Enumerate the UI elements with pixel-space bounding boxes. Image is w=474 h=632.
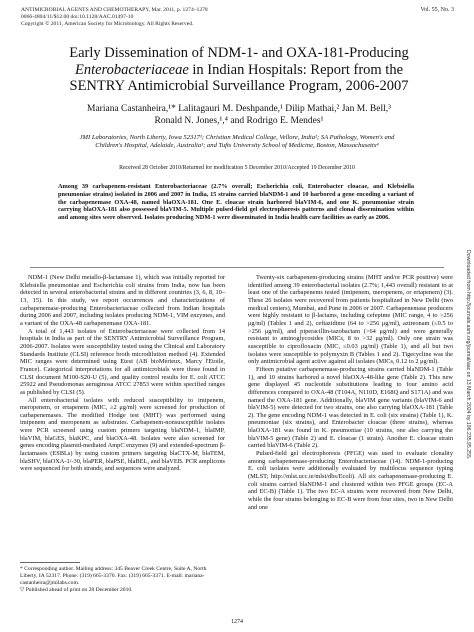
body-paragraph: All enterobacterial isolates with reduced susceptibility to imipenem, meropenem, or ertapenem (MIC, ≥2 μg/ml) were screened for production of carbapenemases. The modified Hodge test (MHT) was performed using imipenem and meropenem as substrates. Carbapenem-nonsusceptible isolates were PCR screened using custom primers targeting blaNDM-1, blaIMP, blaVIM, blaGES, blaKPC, and blaOXA-48. Isolates were also screened for genes encoding plasmid-mediated AmpC enzymes (9) and extended-spectrum β-lactamases (ESBLs) by using custom primers targeting blaCTX-M, blaTEM, blaSHV, blaOXA-1/-30, blaPER, blaPSE, blaBEL, and blaVEB. PCR amplicons were sequenced for both strands, and sequences were analyzed.	[20, 396, 225, 473]
affiliations	[30, 134, 444, 150]
page-number: 1274	[231, 619, 243, 625]
copyright-line: Copyright © 2011, American Society for Microbiology. All Rights Reserved.	[21, 21, 194, 27]
article-title	[40, 45, 438, 95]
volume-label: Vol. 55, No. 3	[420, 7, 454, 13]
body-paragraph: Twenty-six carbapenem-producing strains (MHT and/or PCR positive) were identified among 39 enterobacterial isolates (2.7%; 1,443 overall) resistant to at least one of the carbapenems tested (imipenem, meropenem, or ertapenem) (3). These 26 isolates were recovered from patients hospitalized in New Delhi (two medical centers), Mumbai, and Pune in 2006 or 2007. Carbapenemase producers were highly resistant to β-lactams, including cefepime (MIC range, 4 to >256 μg/ml) (Tables 1 and 2), ceftazidime (64 to >256 μg/ml), aztreonam (≤0.5 to >256 μg/ml), and piperacillin-tazobactam (>64 μg/ml) and were generally resistant to aminoglycosides (MICs, 8 to >32 μg/ml). Only one strain was susceptible to ciprofloxacin (MIC, ≤0.03 μg/ml) (Table 1), and all but two isolates were susceptible to polymyxin B (Tables 1 and 2). Tigecycline was the only antimicrobial agent active against all isolates (MICs, 0.12 to 2 μg/ml).	[248, 274, 453, 366]
title-line-1: Early Dissemination of NDM-1- and OXA-181-Producing	[69, 45, 409, 61]
right-column	[248, 274, 453, 511]
download-watermark	[464, 250, 472, 610]
body-paragraph: A total of 1,443 isolates of Enterobacteriaceae were collected from 14 hospitals in India as part of the SENTRY Antimicrobial Surveillance Program, 2006-2007. Isolates were susceptibility tested using the Clinical and Laboratory Standards Institute (CLSI) reference broth microdilution method (4). Extended MIC ranges were determined using Etest (AB bioMérieux, Marcy l'Etoile, France). Categorical interpretations for all antimicrobials were those found in CLSI document M100-S20-U (5), and quality control results for E. coli ATCC 25922 and Pseudomonas aeruginosa ATCC 27853 were within specified ranges as published by CLSI (5).	[20, 327, 225, 396]
authors-line-2: Ronald N. Jones,¹,⁴ and Rodrigo E. Mendes¹	[154, 115, 324, 126]
title-line-2	[40, 62, 438, 79]
body-paragraph: NDM-1 (New Delhi metallo-β-lactamase 1), which was initially reported for Klebsiella pneumoniae and Escherichia coli strains from India, now has been detected in several enterobacterial strains and in different countries (3, 6, 8, 10–13, 15). In this study, we report occurrences and characterizations of carbapenemase-producing Enterobacteriaceae collected from Indian hospitals during 2006 and 2007, including isolates producing NDM-1, VIM enzymes, and a variant of the OXA-48 carbapenemase OXA-181.	[20, 274, 225, 327]
body-paragraph: Fifteen putative carbapenemase-producing strains carried blaNDM-1 (Table 1), and 10 strains harbored a novel blaOXA-48-like gene (Table 2). This new gene displayed 45 nucleotide substitutions leading to four amino acid differences compared to OXA-48 (T104A, N110D, E168Q and S171A) and was named the OXA-181 gene. Additionally, blaVIM gene variants (blaVIM-6 and blaVIM-5) were detected for two strains, one also carrying blaOXA-181 (Table 2). The gene encoding NDM-1 was detected in E. coli (six strains) (Table 1), K. pneumoniae (six strains), and Enterobacter cloacae (three strains), whereas blaOXA-181 was found in K. pneumoniae (10 strains, one also carrying the blaVIM-5 gene) (Table 2) and E. cloacae (1 strain). Another E. cloacae strain carried blaVIM-6 (Table 2).	[248, 365, 453, 450]
issn-line: 0066-4804/11/$12.00 doi:10.1128/AAC.01497-10	[21, 14, 134, 20]
journal-line: ANTIMICROBIAL AGENTS AND CHEMOTHERAPY, Mar. 2011, p. 1274–1278	[21, 7, 208, 13]
authors-line-1: Mariana Castanheira,¹* Lalitagauri M. Deshpande,¹ Dilip Mathai,² Jan M. Bell,³	[87, 104, 391, 114]
footnotes	[20, 566, 225, 594]
abstract-divider	[30, 267, 444, 268]
title-line-3: SENTRY Antimicrobial Surveillance Program, 2006-2007	[69, 78, 409, 94]
title-italic-term: Enterobacteriaceae	[74, 61, 189, 78]
affiliation-line-2: Children's Hospital, Adelaide, Australia³; and Tufts University School of Medicine, Boston, Massachusetts⁴	[95, 142, 379, 149]
publication-note: ▽ Published ahead of print on 28 December 2010.	[20, 587, 133, 593]
affiliation-line-1: JMI Laboratories, North Liberty, Iowa 52317¹; Christian Medical College, Vellore, India²; SA Pathology, Women's and	[79, 134, 395, 141]
body-paragraph: Pulsed-field gel electrophoresis (PFGE) was used to evaluate clonality among carbapenemase-producing Enterobacteriaceae (14). NDM-1-producing E. coli isolates were additionally evaluated by multilocus sequence typing (MLST; http://mlst.ucc.ie/mlst/dbs/Ecoli). All six carbapenemase-producing E. coli strains carried blaNDM-1 and clustered within two PFGE groups (EC-A and EC-B) (Table 1). The two EC-A strains were recovered from New Delhi, while the four strains belonging to EC-B were from four sites, two in New Delhi and one	[248, 450, 453, 511]
received-dates: Received 28 October 2010/Returned for modification 5 December 2010/Accepted 19 December 2010	[119, 165, 355, 171]
journal-header	[21, 7, 208, 28]
author-list	[40, 104, 438, 127]
download-watermark-text: Downloaded from http://journals.asm.org/journal/aac on 13 March 2024 by 196.235.95.255.	[465, 250, 471, 460]
abstract: Among 39 carbapenem-resistant Enterobacteriaceae (2.7% overall; Escherichia coli, Enterobacter cloacae, and Klebsiella pneumoniae strains) isolated in 2006 and 2007 in India, 15 strains carried blaNDM-1 and 10 harbored a gene encoding a variant of the carbapenemase OXA-48, named blaOXA-181. One E. cloacae strain harbored blaVIM-6, and one K. pneumoniae strain carrying blaOXA-181 also possessed blaVIM-5. Multiple pulsed-field gel electrophoresis patterns and clonal dissemination within and among sites were observed. Isolates producing NDM-1 were disseminated in India health care facilities as early as 2006.	[58, 183, 414, 222]
footnote-divider	[20, 562, 80, 563]
left-column	[20, 274, 225, 473]
title-line-2-rest: in Indian Hospitals: Report from the	[188, 61, 404, 78]
corresponding-author-note: * Corresponding author. Mailing address: 345 Beaver Creek Centre, Suite A, North Liberty, IA 52317. Phone: (319) 665-3370. Fax: (319) 665-3371. E-mail: mariana-castanheira@jmilabs.com.	[20, 566, 207, 586]
